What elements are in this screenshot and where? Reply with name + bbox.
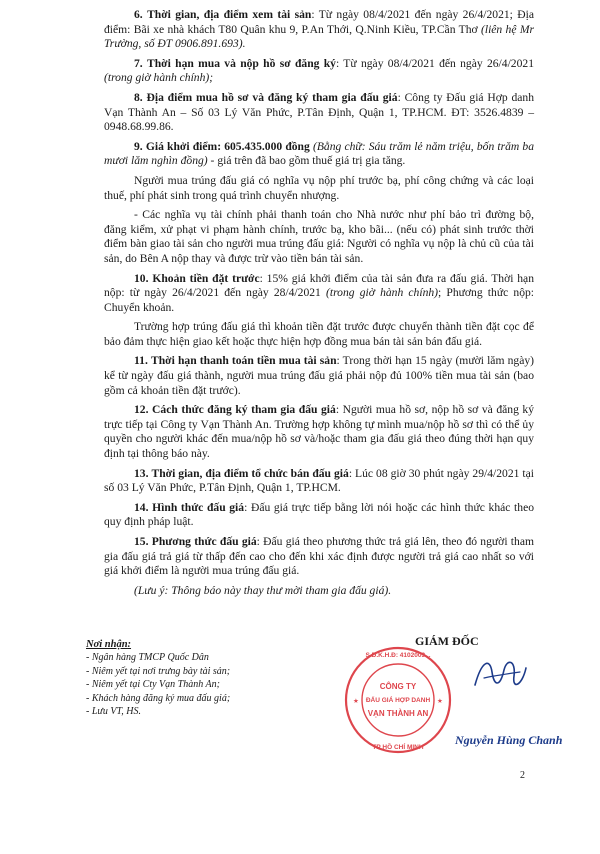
paragraph-11: 11. Thời hạn thanh toán tiền mua tài sản: Trong thời hạn 15 ngày (mười lăm ngày) kể từ ngày đấu giá thành, người mua trúng đấu giá phải nộp đủ 100% tiền mua tài sản (bao gồm cả khoản tiền đặt trước). [104,354,534,397]
recipient-item: - Ngân hàng TMCP Quốc Dân [86,652,209,664]
paragraph-15: 15. Phương thức đấu giá: Đấu giá theo phương thức trả giá lên, theo đó người tham gia đấu giá trả giá từ thấp đến cao cho đến khi xác định được người trả giá cao nhất so với giá khởi điểm là người mua trúng đấu giá. [104,535,534,578]
paragraph-7: 7. Thời hạn mua và nộp hồ sơ đăng ký: Từ ngày 08/4/2021 đến ngày 26/4/2021 (trong giờ hành chính); [104,56,534,85]
paragraph-9: 9. Giá khởi điểm: 605.435.000 đồng (Bằng chữ: Sáu trăm lẻ năm triệu, bốn trăm ba mươi lăm nghìn đồng) - giá trên đã bao gồm thuế giá trị gia tăng. [104,139,535,168]
stamp-line-3: VẠN THÀNH AN [367,709,429,718]
paragraph-8: 8. Địa điểm mua hồ sơ và đăng ký tham gia đấu giá: Công ty Đấu giá Hợp danh Vạn Thành An – Số 03 Lý Văn Phức, P.Tân Định, Quận 1, TP.HCM. ĐT: 3526.4839 – 0948.68.99.86. [104,90,534,134]
paragraph-financial-obligations: - Các nghĩa vụ tài chính phải thanh toán cho Nhà nước như phí bảo trì đường bộ, đăng kiểm, xử phạt vi phạm hành chính, trước bạ, kho bãi... (nếu có) phát sinh trước thời điểm bàn giao tài sản cho người mua trúng đấu giá: Người có nghĩa vụ nộp là chủ cũ của tài sản, do Bên A nộp thay và được trừ vào tiền bán tài sản. [104,208,534,265]
paragraph-6: 6. Thời gian, địa điểm xem tài sản: Từ ngày 08/4/2021 đến ngày 26/4/2021; Địa điểm: Bãi xe nhà khách T80 Quân khu 9, P.An Thới, Q.Ninh Kiều, TP.Cần Thơ (liên hệ Mr Trường, số ĐT 0906.891.693). [104,8,535,51]
svg-text:★: ★ [353,698,359,705]
stamp-line-2: ĐẤU GIÁ HỢP DANH [365,697,431,704]
svg-text:★: ★ [437,698,443,705]
stamp-line-1: CÔNG TY [379,682,417,691]
page-number: 2 [520,770,525,781]
paragraph-deposit-conversion: Trường hợp trúng đấu giá thì khoản tiền đặt trước được chuyển thành tiền đặt cọc để bảo đảm thực hiện giao kết hoặc thực hiện hợp đồng mua bán tài sản bán đấu giá. [104,320,534,348]
svg-text:S.Đ.K.H.Đ: 4102003...: S.Đ.K.H.Đ: 4102003... [365,652,431,659]
paragraph-13: 13. Thời gian, địa điểm tổ chức bán đấu giá: Lúc 08 giờ 30 phút ngày 29/4/2021 tại số 03 Lý Văn Phức, P.Tân Định, Quận 1, TP.HCM. [104,466,534,495]
note-paragraph: (Lưu ý: Thông báo này thay thư mời tham gia đấu giá). [134,583,392,597]
svg-text:TP HỒ CHÍ MINH: TP HỒ CHÍ MINH [372,744,424,751]
recipient-item: - Niêm yết tại nơi trưng bày tài sản; [86,665,231,677]
paragraph-14: 14. Hình thức đấu giá: Đấu giá trực tiếp bằng lời nói hoặc các hình thức khác theo quy định pháp luật. [104,500,535,529]
paragraph-10: 10. Khoản tiền đặt trước: 15% giá khởi điểm của tài sản đưa ra đấu giá. Thời hạn nộp: từ ngày 26/4/2021 đến ngày 28/4/2021 (trong giờ hành chính); Phương thức nộp: Chuyển khoản. [104,271,535,314]
recipient-item: - Niêm yết tại Cty Vạn Thành An; [86,679,220,691]
recipients-list [86,638,346,718]
paragraph-tax-obligations: Người mua trúng đấu giá có nghĩa vụ nộp phí trước bạ, phí công chứng và các loại thuế, phí phát sinh trong quá trình chuyển nhượng. [104,173,534,202]
recipients-title: Nơi nhận: [86,639,132,650]
signature-scribble [470,650,530,700]
company-stamp [343,645,453,755]
director-title: GIÁM ĐỐC [415,634,479,648]
recipient-item: - Lưu VT, HS. [86,706,141,718]
recipient-item: - Khách hàng đăng ký mua đấu giá; [86,692,231,704]
signer-name: Nguyễn Hùng Chanh [455,733,563,747]
document-body [104,8,534,603]
paragraph-12: 12. Cách thức đăng ký tham gia đấu giá: Người mua hồ sơ, nộp hồ sơ và đăng ký trực tiếp tại Công ty Vạn Thành An. Trường hợp không tự mình mua/nộp hồ sơ thì có thể ủy quyền cho người khác đến mua/nộp hồ sơ và/hoặc tham gia đấu giá theo đúng thời hạn quy định tại thông báo này. [104,403,534,461]
